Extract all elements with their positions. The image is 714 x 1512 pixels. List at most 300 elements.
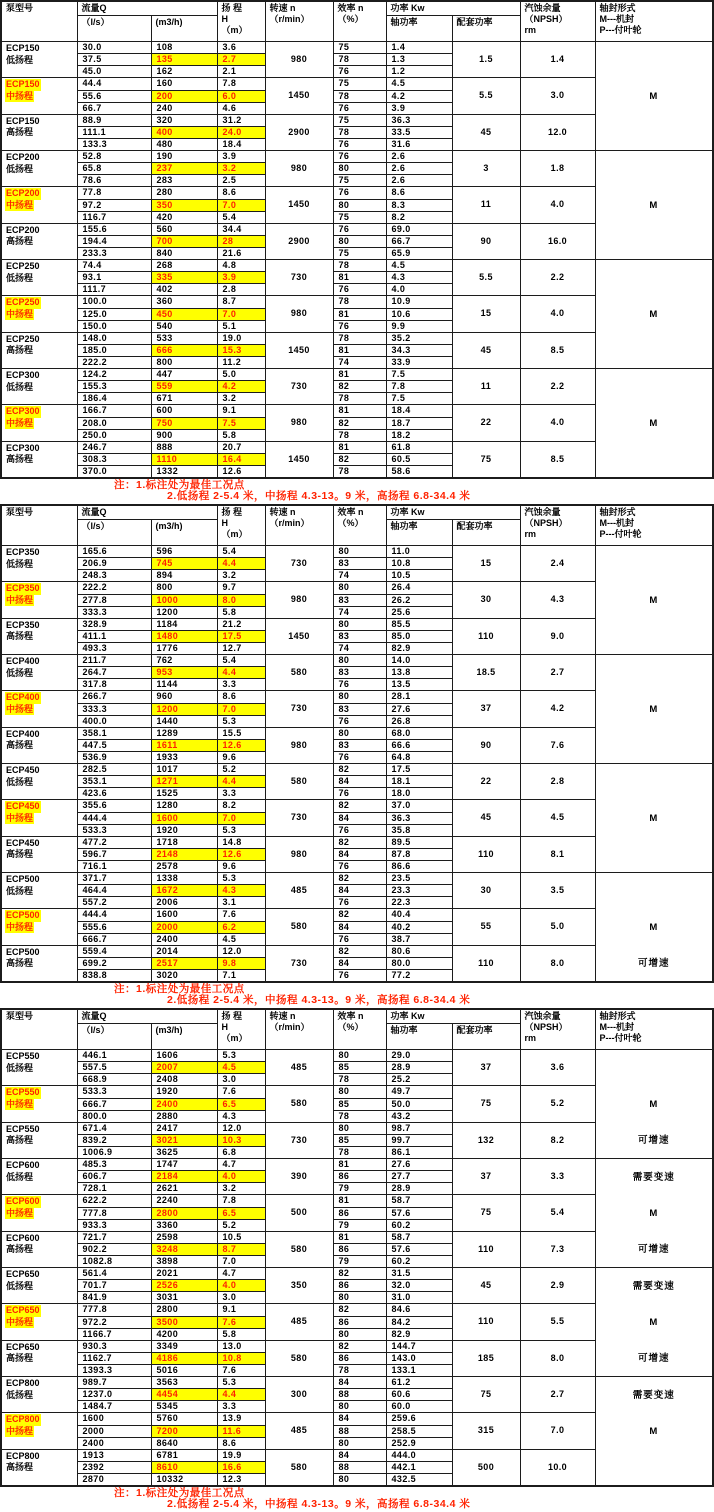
efficiency-cell: 74: [333, 606, 386, 618]
npsh-cell: 8.0: [520, 1340, 595, 1377]
efficiency-cell: 78: [333, 393, 386, 405]
flow-ls-cell: 74.4: [77, 260, 151, 272]
header-label: （m）: [221, 1033, 248, 1043]
shaft-power-cell: 57.6: [386, 1244, 452, 1256]
pump-variant-name: 中扬程: [6, 90, 34, 101]
shaft-power-cell: 26.2: [386, 594, 452, 606]
table-row: [1, 1377, 713, 1389]
shaft-power-cell: 34.3: [386, 345, 452, 357]
flow-m3h-cell: 2408: [151, 1074, 217, 1086]
speed-cell: 580: [265, 1340, 333, 1377]
variant-line: [5, 1390, 77, 1402]
efficiency-cell: 76: [333, 151, 386, 163]
match-power-cell: 90: [452, 727, 520, 764]
shaft-power-cell: 18.4: [386, 405, 452, 418]
table-section-2: [0, 504, 714, 1008]
head-cell: 4.3: [217, 885, 265, 897]
seal-zones: [596, 42, 713, 150]
efficiency-cell: 83: [333, 667, 386, 679]
efficiency-cell: 80: [333, 1122, 386, 1135]
flow-ls-cell: 400.0: [77, 715, 151, 727]
note-line-2: 2.低扬程 2-5.4 米，中扬程 4.3-13。9 米，高扬程 6.8-34.4 米: [167, 1498, 471, 1510]
header-label: （%）: [337, 14, 364, 24]
header-shaft-power: [386, 520, 452, 546]
flow-ls-cell: 485.3: [77, 1159, 151, 1171]
seal-zone-label: M: [649, 199, 659, 211]
efficiency-cell: 76: [333, 223, 386, 236]
head-cell: 12.7: [217, 643, 265, 655]
head-cell: 12.3: [217, 1474, 265, 1487]
head-cell: 4.4: [217, 776, 265, 788]
seal-type-cell: [595, 1159, 713, 1268]
header-label: 配套功率: [456, 1025, 493, 1035]
flow-ls-cell: 839.2: [77, 1135, 151, 1147]
model-line: [5, 620, 77, 632]
npsh-cell: 2.2: [520, 369, 595, 405]
notes-block: [0, 479, 714, 504]
match-power-cell: 75: [452, 1377, 520, 1413]
flow-ls-cell: 800.0: [77, 1110, 151, 1122]
flow-ls-cell: 222.2: [77, 357, 151, 369]
header-power: [386, 1, 520, 16]
speed-cell: 580: [265, 655, 333, 691]
head-cell: 7.0: [217, 308, 265, 320]
header-label: 转速 n: [269, 3, 296, 13]
pump-model-cell: [1, 800, 77, 837]
flow-m3h-cell: 3031: [151, 1292, 217, 1304]
efficiency-cell: 80: [333, 1050, 386, 1062]
speed-cell: 730: [265, 945, 333, 982]
seal-type-cell: [595, 260, 713, 369]
speed-cell: 730: [265, 546, 333, 582]
npsh-cell: 12.0: [520, 114, 595, 151]
match-power-cell: 15: [452, 546, 520, 582]
variant-line: [5, 382, 77, 394]
header-efficiency: [333, 1009, 386, 1050]
header-row-1: [1, 505, 713, 520]
pump-variant-name: 中扬程: [6, 921, 34, 932]
efficiency-cell: 76: [333, 284, 386, 296]
flow-m3h-cell: 480: [151, 139, 217, 151]
pump-variant-name: 高扬程: [6, 1353, 34, 1363]
speed-cell: 980: [265, 151, 333, 187]
seal-type-cell: [595, 1377, 713, 1487]
head-cell: 5.3: [217, 873, 265, 885]
flow-m3h-cell: 4200: [151, 1328, 217, 1340]
efficiency-cell: 84: [333, 1377, 386, 1389]
head-cell: 5.0: [217, 369, 265, 381]
header-match-power: [452, 520, 520, 546]
flow-ls-cell: 358.1: [77, 727, 151, 740]
efficiency-cell: 76: [333, 139, 386, 151]
efficiency-cell: 82: [333, 1340, 386, 1353]
flow-m3h-cell: 1110: [151, 454, 217, 466]
speed-cell: 1450: [265, 187, 333, 224]
seal-zone-label: [596, 42, 713, 78]
efficiency-cell: 80: [333, 618, 386, 631]
flow-m3h-cell: 2014: [151, 945, 217, 958]
model-line: [5, 947, 77, 959]
flow-m3h-cell: 1611: [151, 740, 217, 752]
pump-model-name: ECP200: [6, 188, 40, 198]
model-line: [5, 583, 77, 595]
variant-line: [5, 1281, 77, 1293]
seal-zone-label: M: [649, 90, 659, 102]
npsh-cell: 8.5: [520, 332, 595, 369]
flow-ls-cell: 165.6: [77, 546, 151, 558]
npsh-cell: 2.8: [520, 764, 595, 800]
shaft-power-cell: 10.8: [386, 558, 452, 570]
efficiency-cell: 82: [333, 873, 386, 885]
flow-m3h-cell: 108: [151, 42, 217, 54]
flow-ls-cell: 246.7: [77, 441, 151, 454]
efficiency-cell: 78: [333, 90, 386, 102]
head-cell: 10.8: [217, 1353, 265, 1365]
efficiency-cell: 86: [333, 1316, 386, 1328]
seal-zones: [596, 1268, 713, 1376]
flow-ls-cell: 447.5: [77, 740, 151, 752]
efficiency-cell: 80: [333, 727, 386, 740]
model-line: [5, 765, 77, 777]
efficiency-cell: 78: [333, 332, 386, 345]
header-label: 流量Q: [81, 3, 107, 13]
npsh-cell: 2.9: [520, 1268, 595, 1304]
shaft-power-cell: 10.6: [386, 308, 452, 320]
head-cell: 5.3: [217, 1377, 265, 1389]
head-cell: 7.0: [217, 812, 265, 824]
efficiency-cell: 74: [333, 357, 386, 369]
header-label: M---机封: [599, 1022, 635, 1032]
table-section-3: [0, 1008, 714, 1512]
pump-variant-name: 低扬程: [6, 1280, 34, 1291]
pump-model-cell: [1, 546, 77, 582]
head-cell: 3.1: [217, 897, 265, 909]
head-cell: 4.4: [217, 558, 265, 570]
shaft-power-cell: 28.9: [386, 1062, 452, 1074]
match-power-cell: 55: [452, 909, 520, 946]
shaft-power-cell: 27.6: [386, 703, 452, 715]
pump-model-cell: [1, 1231, 77, 1268]
header-npsh: [520, 1009, 595, 1050]
speed-cell: 580: [265, 909, 333, 946]
model-line: [5, 1124, 77, 1136]
pump-model-cell: [1, 1159, 77, 1195]
header-label: 泵型号: [6, 1011, 34, 1021]
flow-m3h-cell: 1017: [151, 764, 217, 776]
efficiency-cell: 80: [333, 546, 386, 558]
variant-line: [5, 813, 77, 825]
shaft-power-cell: 84.6: [386, 1304, 452, 1317]
efficiency-cell: 82: [333, 764, 386, 776]
head-cell: 5.4: [217, 211, 265, 223]
seal-zone-label: 需要变速: [632, 1389, 675, 1401]
flow-m3h-cell: 2800: [151, 1207, 217, 1219]
flow-ls-cell: 841.9: [77, 1292, 151, 1304]
flow-m3h-cell: 8610: [151, 1462, 217, 1474]
model-line: [5, 1414, 77, 1426]
pump-model-name: ECP500: [6, 874, 40, 884]
model-line: [5, 838, 77, 850]
efficiency-cell: 76: [333, 824, 386, 836]
efficiency-cell: 76: [333, 897, 386, 909]
shaft-power-cell: 80.0: [386, 958, 452, 970]
header-label: 流量Q: [81, 507, 107, 517]
pump-variant-name: 高扬程: [6, 849, 34, 859]
header-label: （%）: [337, 1022, 364, 1032]
efficiency-cell: 83: [333, 740, 386, 752]
efficiency-cell: 76: [333, 320, 386, 332]
head-cell: 3.3: [217, 1401, 265, 1413]
head-cell: 28: [217, 236, 265, 248]
match-power-cell: 110: [452, 618, 520, 655]
speed-cell: 980: [265, 405, 333, 442]
npsh-cell: 8.1: [520, 836, 595, 873]
head-cell: 11.6: [217, 1425, 265, 1437]
head-cell: 16.6: [217, 1462, 265, 1474]
match-power-cell: 1.5: [452, 42, 520, 78]
flow-m3h-cell: 3349: [151, 1340, 217, 1353]
efficiency-cell: 80: [333, 1437, 386, 1449]
shaft-power-cell: 82.9: [386, 643, 452, 655]
npsh-cell: 4.0: [520, 296, 595, 333]
head-cell: 10.3: [217, 1135, 265, 1147]
pump-model-cell: [1, 1086, 77, 1123]
flow-ls-cell: 699.2: [77, 958, 151, 970]
shaft-power-cell: 432.5: [386, 1474, 452, 1487]
shaft-power-cell: 1.2: [386, 66, 452, 78]
seal-type-cell: [595, 151, 713, 260]
variant-line: [5, 631, 77, 643]
shaft-power-cell: 60.6: [386, 1389, 452, 1401]
head-cell: 4.0: [217, 1280, 265, 1292]
shaft-power-cell: 4.3: [386, 272, 452, 284]
header-shaft-power: [386, 1024, 452, 1050]
flow-ls-cell: 2392: [77, 1462, 151, 1474]
shaft-power-cell: 82.9: [386, 1328, 452, 1340]
pump-variant-name: 低扬程: [6, 558, 34, 569]
shaft-power-cell: 85.0: [386, 631, 452, 643]
pump-variant-name: 高扬程: [6, 236, 34, 246]
head-cell: 5.2: [217, 1219, 265, 1231]
flow-ls-cell: 97.2: [77, 199, 151, 211]
pump-model-name: ECP650: [6, 1341, 40, 1352]
head-cell: 9.8: [217, 958, 265, 970]
flow-ls-cell: 93.1: [77, 272, 151, 284]
head-cell: 7.1: [217, 970, 265, 983]
flow-m3h-cell: 5760: [151, 1413, 217, 1426]
shaft-power-cell: 22.3: [386, 897, 452, 909]
pump-variant-name: 高扬程: [6, 740, 34, 750]
pump-model-cell: [1, 223, 77, 260]
pump-model-name: ECP500: [6, 946, 40, 957]
flow-m3h-cell: 1200: [151, 606, 217, 618]
header-npsh: [520, 1, 595, 42]
shaft-power-cell: 3.9: [386, 102, 452, 114]
npsh-cell: 5.4: [520, 1195, 595, 1232]
head-cell: 7.8: [217, 78, 265, 91]
shaft-power-cell: 2.6: [386, 151, 452, 163]
pump-model-name: ECP550: [6, 1087, 40, 1097]
seal-type-cell: [595, 42, 713, 151]
model-line: [5, 1342, 77, 1354]
shaft-power-cell: 86.6: [386, 861, 452, 873]
head-cell: 15.5: [217, 727, 265, 740]
speed-cell: 580: [265, 1231, 333, 1268]
efficiency-cell: 78: [333, 54, 386, 66]
header-label: 扬 程: [221, 1011, 243, 1021]
head-cell: 2.8: [217, 284, 265, 296]
flow-ls-cell: 222.2: [77, 582, 151, 595]
flow-ls-cell: 716.1: [77, 861, 151, 873]
model-line: [5, 297, 77, 309]
flow-m3h-cell: 1920: [151, 1086, 217, 1099]
note-line-1: 注：1.标注处为最佳工况点: [114, 983, 245, 995]
shaft-power-cell: 85.5: [386, 618, 452, 631]
head-cell: 7.0: [217, 199, 265, 211]
flow-m3h-cell: 447: [151, 369, 217, 381]
efficiency-cell: 80: [333, 199, 386, 211]
match-power-cell: 45: [452, 1268, 520, 1304]
variant-line: [5, 454, 77, 466]
pump-variant-name: 中扬程: [6, 1425, 34, 1436]
npsh-cell: 10.0: [520, 1449, 595, 1486]
flow-m3h-cell: 1144: [151, 679, 217, 691]
flow-ls-cell: 328.9: [77, 618, 151, 631]
match-power-cell: 15: [452, 296, 520, 333]
pump-model-cell: [1, 369, 77, 405]
flow-ls-cell: 30.0: [77, 42, 151, 54]
seal-type-cell: [595, 369, 713, 479]
seal-zones: [596, 260, 713, 368]
head-cell: 20.7: [217, 441, 265, 454]
shaft-power-cell: 10.5: [386, 570, 452, 582]
seal-zone-label: [596, 151, 713, 187]
shaft-power-cell: 27.6: [386, 1159, 452, 1171]
seal-zone-label: [596, 873, 713, 909]
flow-ls-cell: 777.8: [77, 1207, 151, 1219]
head-cell: 3.0: [217, 1292, 265, 1304]
flow-m3h-cell: 7200: [151, 1425, 217, 1437]
table-row: [1, 1050, 713, 1062]
npsh-cell: 1.8: [520, 151, 595, 187]
efficiency-cell: 81: [333, 345, 386, 357]
flow-ls-cell: 444.4: [77, 909, 151, 922]
model-line: [5, 656, 77, 668]
seal-zone-label: M: [649, 1207, 659, 1219]
variant-line: [5, 668, 77, 680]
model-line: [5, 43, 77, 55]
seal-zone-label: [596, 441, 713, 477]
flow-m3h-cell: 2184: [151, 1171, 217, 1183]
npsh-cell: 1.4: [520, 42, 595, 78]
variant-line: [5, 200, 77, 212]
pump-model-cell: [1, 1122, 77, 1159]
pump-model-name: ECP400: [6, 692, 40, 702]
header-pump-model: [1, 1009, 77, 1050]
head-cell: 3.2: [217, 570, 265, 582]
head-cell: 19.9: [217, 1449, 265, 1462]
efficiency-cell: 88: [333, 1425, 386, 1437]
flow-ls-cell: 1393.3: [77, 1365, 151, 1377]
shaft-power-cell: 18.1: [386, 776, 452, 788]
head-cell: 12.6: [217, 740, 265, 752]
shaft-power-cell: 259.6: [386, 1413, 452, 1426]
npsh-cell: 4.5: [520, 800, 595, 837]
header-label: 功率 Kw: [390, 3, 425, 13]
match-power-cell: 37: [452, 1050, 520, 1086]
speed-cell: 300: [265, 1377, 333, 1413]
flow-ls-cell: 666.7: [77, 933, 151, 945]
head-cell: 8.6: [217, 187, 265, 200]
pump-model-cell: [1, 1304, 77, 1341]
variant-line: [5, 777, 77, 789]
efficiency-cell: 81: [333, 1159, 386, 1171]
pump-model-name: ECP450: [6, 837, 40, 848]
match-power-cell: 315: [452, 1413, 520, 1450]
match-power-cell: 185: [452, 1340, 520, 1377]
shaft-power-cell: 86.1: [386, 1147, 452, 1159]
npsh-cell: 4.2: [520, 691, 595, 728]
shaft-power-cell: 133.1: [386, 1365, 452, 1377]
shaft-power-cell: 252.9: [386, 1437, 452, 1449]
efficiency-cell: 86: [333, 1171, 386, 1183]
flow-m3h-cell: 268: [151, 260, 217, 272]
flow-m3h-cell: 6781: [151, 1449, 217, 1462]
efficiency-cell: 80: [333, 163, 386, 175]
pump-model-cell: [1, 945, 77, 982]
match-power-cell: 75: [452, 1086, 520, 1123]
header-seal-type: [595, 1009, 713, 1050]
speed-cell: 730: [265, 691, 333, 728]
efficiency-cell: 82: [333, 454, 386, 466]
table-header: [1, 505, 713, 546]
head-cell: 5.3: [217, 715, 265, 727]
shaft-power-cell: 8.2: [386, 211, 452, 223]
head-cell: 6.5: [217, 1098, 265, 1110]
head-cell: 9.7: [217, 582, 265, 595]
flow-m3h-cell: 2598: [151, 1231, 217, 1244]
shaft-power-cell: 13.8: [386, 667, 452, 679]
head-cell: 12.6: [217, 466, 265, 479]
shaft-power-cell: 9.9: [386, 320, 452, 332]
match-power-cell: 37: [452, 1159, 520, 1195]
shaft-power-cell: 2.6: [386, 175, 452, 187]
speed-cell: 1450: [265, 441, 333, 478]
header-power: [386, 505, 520, 520]
shaft-power-cell: 442.1: [386, 1462, 452, 1474]
flow-ls-cell: 477.2: [77, 836, 151, 849]
flow-m3h-cell: 10332: [151, 1474, 217, 1487]
flow-m3h-cell: 3625: [151, 1147, 217, 1159]
shaft-power-cell: 68.0: [386, 727, 452, 740]
efficiency-cell: 84: [333, 1413, 386, 1426]
table-row: [1, 873, 713, 885]
pump-model-name: ECP150: [6, 115, 40, 126]
header-shaft-power: [386, 16, 452, 42]
flow-m3h-cell: 559: [151, 381, 217, 393]
pump-model-cell: [1, 405, 77, 442]
speed-cell: 730: [265, 1122, 333, 1159]
head-cell: 8.7: [217, 296, 265, 309]
pump-model-cell: [1, 1050, 77, 1086]
efficiency-cell: 80: [333, 1292, 386, 1304]
variant-line: [5, 273, 77, 285]
head-cell: 5.1: [217, 320, 265, 332]
speed-cell: 730: [265, 369, 333, 405]
flow-ls-cell: 1600: [77, 1413, 151, 1426]
model-line: [5, 874, 77, 886]
head-cell: 7.6: [217, 909, 265, 922]
